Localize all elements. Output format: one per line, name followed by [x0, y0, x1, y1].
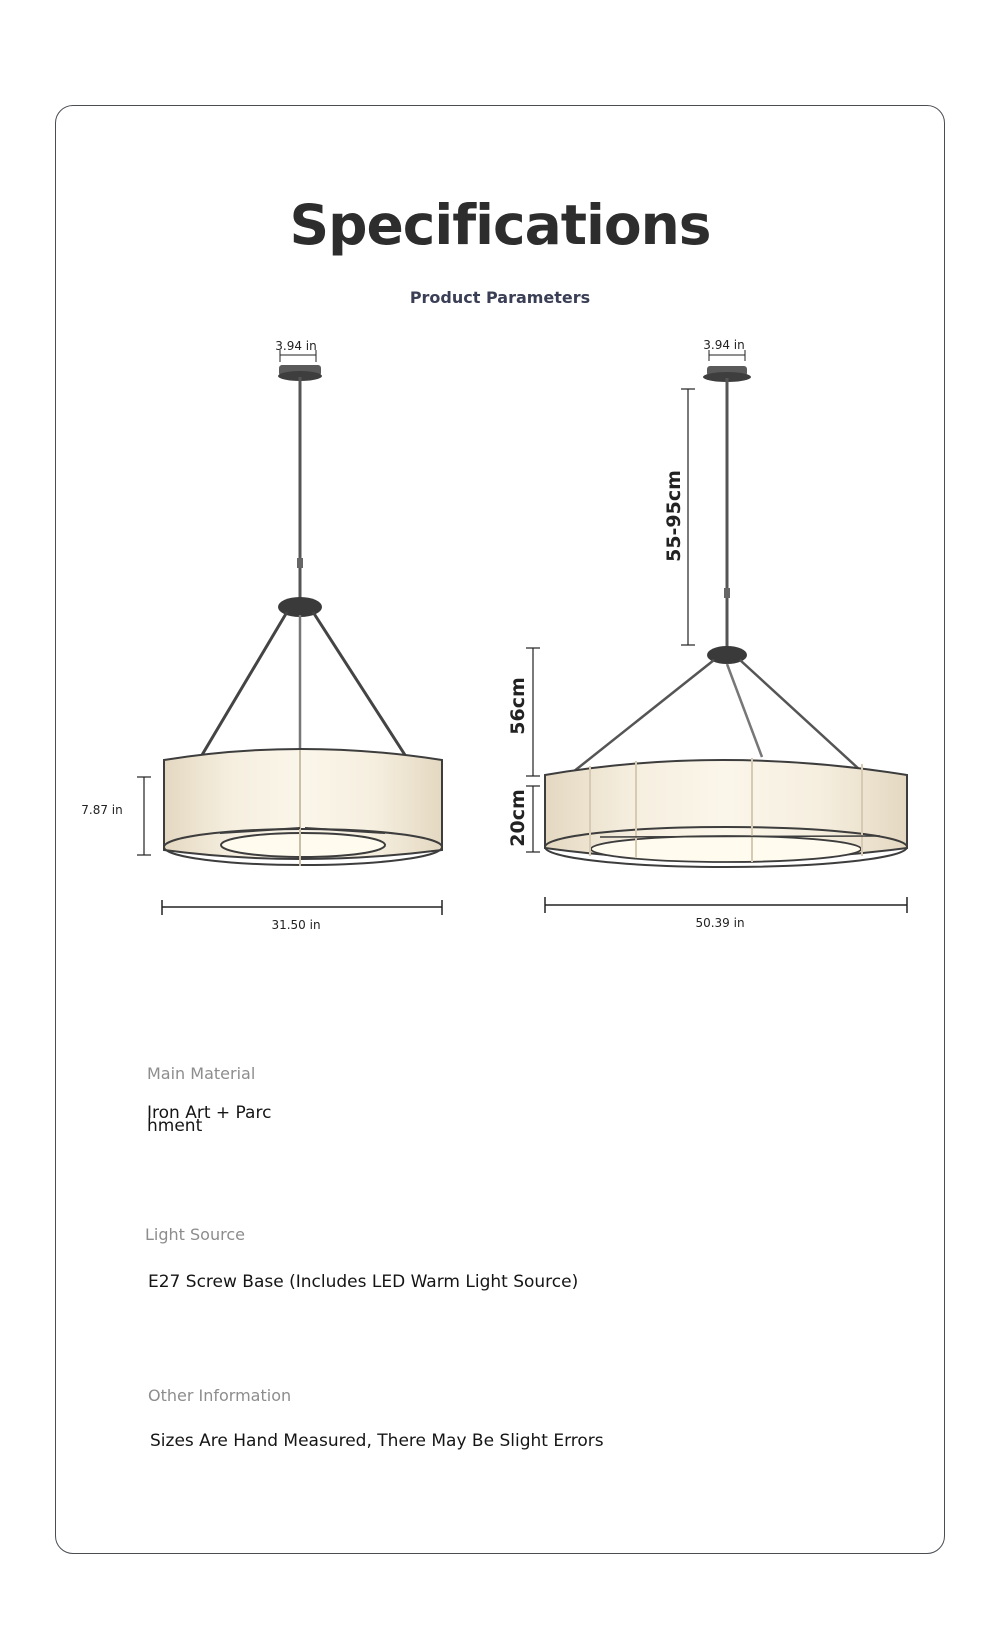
left-shade-diameter: 31.50 in	[271, 918, 321, 932]
spec-material-label: Main Material	[147, 1064, 256, 1083]
page-subtitle: Product Parameters	[409, 288, 591, 307]
spec-other-label: Other Information	[148, 1386, 292, 1405]
right-canopy-width: 3.94 in	[703, 338, 745, 352]
left-shade-height: 7.87 in	[81, 803, 123, 817]
left-lamp	[164, 365, 442, 866]
spec-light-source-label: Light Source	[145, 1225, 245, 1244]
spec-other	[148, 1386, 604, 1450]
right-shade-diameter: 50.39 in	[695, 916, 745, 930]
right-frame-height: 56cm	[507, 677, 529, 735]
page-title: Specifications	[289, 193, 711, 257]
left-canopy-width: 3.94 in	[275, 339, 317, 353]
spec-light-source	[145, 1225, 578, 1291]
right-rod-length: 55-95cm	[663, 470, 685, 562]
spec-other-value: Sizes Are Hand Measured, There May Be Slight Errors	[150, 1431, 604, 1451]
spec-light-source-value: E27 Screw Base (Includes LED Warm Light Source)	[148, 1272, 579, 1292]
right-shade-height: 20cm	[507, 789, 529, 847]
spec-material	[147, 1064, 277, 1136]
right-lamp	[545, 366, 907, 867]
spec-material-value: Iron Art + Parchment	[147, 1103, 272, 1136]
